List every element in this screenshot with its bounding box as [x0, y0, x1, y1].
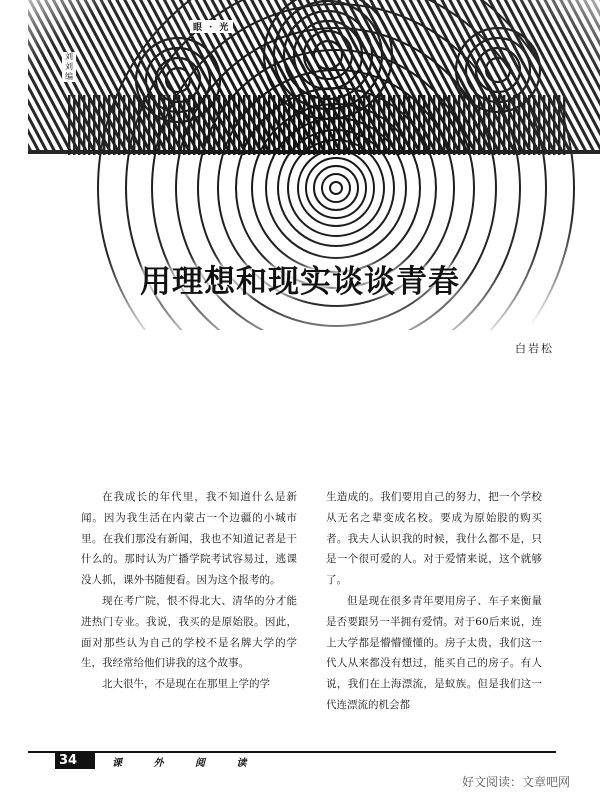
paragraph: 北大很牛，不是现在在那里上学的学: [102, 678, 270, 691]
article-author: 白岩松: [515, 342, 554, 355]
paragraph: 在我成长的年代里，我不知道什么是新闻。因为我生活在内蒙古一个边疆的小城市里。在我们那没有新闻，我也不知道记者是干什么的。那时认为广播学院考试容易过，逃课没人抓，课外书随便看。因为这个报考的。: [81, 491, 297, 587]
body-column-left: [81, 487, 297, 695]
paragraph: 但是现在很多青年要用房子、车子来衡量是否要跟另一半拥有爱情。对于60后来说，连上大学都是懵懵懂懂的。房子太贵，我们这一代人从来都没有想过，能买自己的房子。有人说，我们在上海漂流，是蚁族。但是我们这一代连漂流的机会都: [326, 594, 542, 711]
editor-tag: 刘刘编: [62, 52, 76, 82]
page-number: 34: [55, 752, 95, 769]
magazine-name: 课 外 阅 读: [112, 758, 261, 769]
column-tag: 眼 · 光: [190, 20, 233, 33]
article-title: 用理想和现实谈谈青春: [140, 264, 460, 300]
site-watermark: 好文阅读：文章吧网: [462, 775, 571, 789]
paragraph: 生造成的。我们要用自己的努力，把一个学校从无名之辈变成名校。要成为原始股的购买者。我夫人认识我的时候，我什么都不是，只是一个很可爱的人。对于爱情来说，这个就够了。: [326, 491, 542, 587]
body-column-right: [326, 487, 542, 716]
footer-rule: [28, 751, 556, 753]
paragraph: 现在考广院，恨不得北大、清华的分才能进热门专业。我说，我买的是原始股。因此，面对那些认为自己的学校不是名牌大学的学生，我经常给他们讲我的这个故事。: [81, 594, 297, 670]
